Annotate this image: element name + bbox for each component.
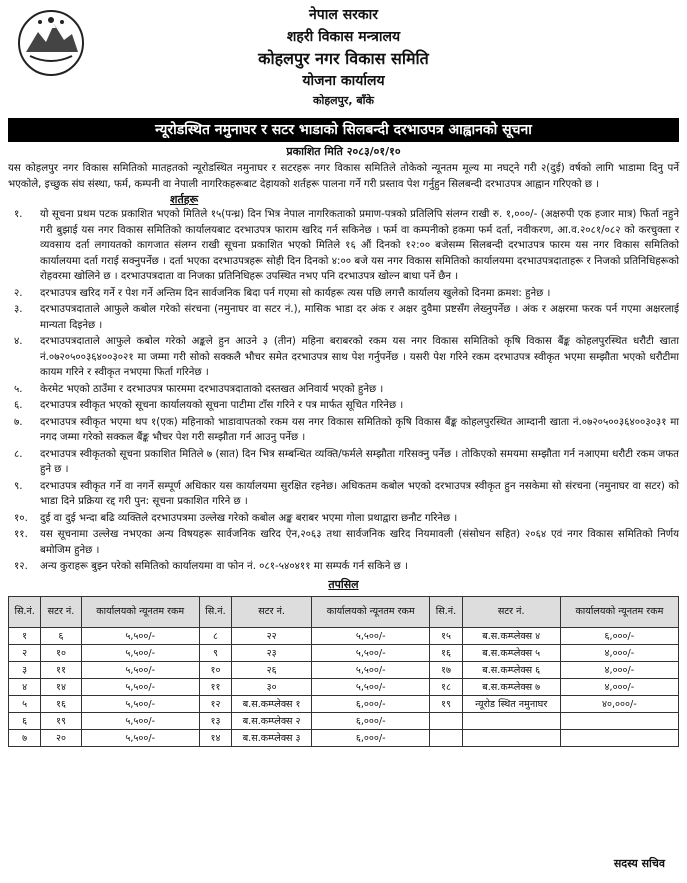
table-cell: ६,०००/-	[560, 627, 678, 644]
term-item	[8, 479, 679, 510]
term-text: दुई वा दुई भन्दा बढि व्यक्तिले दरभाउपत्रमा उल्लेख गरेको कबोल अङ्क बराबर भएमा गोला प्रथाद्वारा छनौट गरिनेछ ।	[40, 512, 458, 524]
table-cell: ९	[199, 644, 231, 661]
term-item	[8, 447, 679, 478]
annex-title: तपसिल	[328, 577, 359, 591]
col-header: कार्यालयको न्यूनतम रकम	[560, 596, 678, 627]
table-cell: १७	[430, 661, 462, 678]
table-cell: ५,५००/-	[312, 644, 430, 661]
term-item	[8, 398, 679, 414]
table-cell	[462, 712, 560, 729]
term-item	[8, 207, 679, 285]
col-header: कार्यालयको न्यूनतम रकम	[81, 596, 199, 627]
annex-table	[8, 596, 679, 747]
term-item	[8, 559, 679, 575]
table-cell: ५,५००/-	[312, 678, 430, 695]
table-cell: ४,०००/-	[560, 644, 678, 661]
table-cell: ५,५००/-	[81, 661, 199, 678]
table-cell: ११	[199, 678, 231, 695]
term-text: अन्य कुराहरू बुझ्न परेको समितिको कार्यालयमा वा फोन नं. ०८१-५४०४११ मा सम्पर्क गर्न सकिने छ ।	[40, 561, 408, 572]
term-text: यस सूचनामा उल्लेख नभएका अन्य विषयहरू सार्वजनिक खरिद ऐन,२०६३ तथा सार्वजनिक खरिद नियमावली (संसोधन सहित) २०६४ एवं नगर विकास समितिको निर्णय बमोजिम हुनेछ ।	[40, 529, 679, 556]
term-item	[8, 302, 679, 333]
col-header: सि.नं.	[430, 596, 462, 627]
table-cell: १२	[199, 695, 231, 712]
terms-list	[4, 207, 683, 575]
term-number: ४.	[14, 336, 23, 347]
table-cell: ३०	[232, 678, 312, 695]
table-cell: ३	[9, 661, 41, 678]
terms-heading: शर्तहरू	[170, 193, 199, 206]
header-line-location: कोहलपुर, बाँके	[313, 94, 374, 107]
header-line-committee: कोहलपुर नगर विकास समिति	[258, 49, 429, 68]
term-text: दरभाउपत्र स्वीकृत भएको सूचना कार्यालयको सूचना पाटीमा टाँस गरिने र पत्र मार्फत सूचित गरिनेछ ।	[40, 400, 404, 411]
table-cell: ५,५००/-	[312, 627, 430, 644]
table-cell: १५	[430, 627, 462, 644]
table-row	[9, 661, 679, 678]
table-cell: ६,०००/-	[312, 729, 430, 746]
table-row	[9, 729, 679, 746]
term-item	[8, 527, 679, 558]
table-cell: ब.स.कम्प्लेक्स ३	[232, 729, 312, 746]
term-text: दरभाउपत्र स्वीकृत गर्ने वा नगर्ने सम्पूर्ण अधिकार यस कार्यालयमा सुरक्षित रहनेछ। अधिकतम कबोल भएको दरभाउपत्र स्वीकृत हुन नसकेमा सो संरचना (नमुनाघर वा सटर) को भाडा दिने प्रक्रिया रद्द गरी पुन: सूचना प्रकाशित गरिने छ ।	[40, 480, 679, 507]
table-cell	[560, 729, 678, 746]
notice-header	[4, 4, 683, 118]
table-cell: ५,५००/-	[81, 729, 199, 746]
table-cell: ब.स.कम्प्लेक्स १	[232, 695, 312, 712]
term-number: ९.	[14, 480, 23, 492]
term-item	[8, 286, 679, 302]
table-cell: ६,०००/-	[312, 712, 430, 729]
table-cell: न्यूरोड स्थित नमुनाघर	[462, 695, 560, 712]
table-cell: ७	[9, 729, 41, 746]
table-cell: ५,५००/-	[312, 661, 430, 678]
table-cell: २३	[232, 644, 312, 661]
term-number: ५.	[14, 383, 23, 395]
table-cell: २	[9, 644, 41, 661]
table-cell: १८	[430, 678, 462, 695]
table-cell: ५	[9, 695, 41, 712]
table-cell: १९	[430, 695, 462, 712]
table-cell: ४,०००/-	[560, 661, 678, 678]
table-cell: ब.स.कम्प्लेक्स ७	[462, 678, 560, 695]
term-number: १०.	[14, 512, 28, 524]
table-cell: १४	[41, 678, 81, 695]
col-header: सटर नं.	[232, 596, 312, 627]
table-cell: ४०,०००/-	[560, 695, 678, 712]
signoff-member-secretary: सदस्य सचिव	[613, 857, 665, 870]
term-number: १.	[14, 209, 23, 220]
table-cell	[430, 729, 462, 746]
table-cell: ४	[9, 678, 41, 695]
header-line-office: योजना कार्यालय	[302, 73, 385, 89]
term-text: दरभाउपत्रदाताले आफुले कबोल गरेको संरचना (नमुनाघर वा सटर नं.), मासिक भाडा दर अंक र अक्षर दुवैमा प्रष्टसँग लेख्नुपर्नेछ । अंक र अक्षरमा फरक पर्न गएमा अक्षरलाई मान्यता दिइनेछ ।	[40, 304, 679, 331]
table-row	[9, 695, 679, 712]
col-header: सटर नं.	[41, 596, 81, 627]
table-cell	[430, 712, 462, 729]
table-row	[9, 712, 679, 729]
table-cell: ५,५००/-	[81, 644, 199, 661]
table-cell: १३	[199, 712, 231, 729]
header-line-ministry: शहरी विकास मन्त्रालय	[286, 29, 401, 45]
table-cell: १	[9, 627, 41, 644]
term-number: ६.	[14, 400, 23, 411]
table-row	[9, 678, 679, 695]
table-cell: ४,०००/-	[560, 678, 678, 695]
term-item	[8, 511, 679, 527]
table-cell: ५,५००/-	[81, 695, 199, 712]
nepal-emblem-icon	[16, 8, 86, 78]
table-row	[9, 627, 679, 644]
table-cell: ५,५००/-	[81, 678, 199, 695]
table-cell: ५,५००/-	[81, 712, 199, 729]
table-cell: ब.स.कम्प्लेक्स ४	[462, 627, 560, 644]
table-cell: १६	[41, 695, 81, 712]
table-cell: ११	[41, 661, 81, 678]
col-header: सि.नं.	[9, 596, 41, 627]
term-item	[8, 382, 679, 398]
table-cell: १६	[430, 644, 462, 661]
table-cell: ब.स.कम्प्लेक्स ६	[462, 661, 560, 678]
term-item	[8, 334, 679, 381]
table-cell	[560, 712, 678, 729]
publish-date: प्रकाशित मिति २०८३/०१/१०	[286, 145, 401, 158]
notice-title-banner: न्यूरोडस्थित नमुनाघर र सटर भाडाको सिलबन्दी दरभाउपत्र आह्वानको सूचना	[8, 118, 679, 142]
term-text: केरमेट भएको ठाउँमा र दरभाउपत्र फारममा दरभाउपत्रदाताको दस्तखत अनिवार्य भएको हुनेछ ।	[40, 383, 384, 395]
table-cell: ६	[41, 627, 81, 644]
term-number: ३.	[14, 304, 23, 315]
term-number: २.	[14, 287, 23, 299]
table-cell: ८	[199, 627, 231, 644]
term-text: यो सूचना प्रथम पटक प्रकाशित भएको मितिले १५(पन्ध्र) दिन भित्र नेपाल नागरिकताको प्रमाण-पत्रको प्रतिलिपि संलग्न राखी रु. १,०००/- (अक्षरुपी एक हजार मात्र) फिर्ता नहुने गरी बुझाई यस नगर विकास समितिको कार्यालयबाट दरभाउपत्र फाराम खरिद गर्न सकिनेछ । फर्म वा कम्पनीको हकमा फर्म दर्ता, नवीकरण, आ.व.२०८१/०८२ को करचुक्ता र व्यवसाय दर्ता लगायतको कागजात संलग्न राखी सूचना प्रकाशित भएको मितिले १६ औं दिनको १२:०० बजेसम्म सिलबन्दी दरभाउपत्र फारम यस नगर विकास समितिको कार्यालयमा दर्ता गराई सक्नुपर्नेछ । दर्ता भएका दरभाउपत्रहरू सोही दिन दिनको ४:०० बजे यस नगर विकास समितिको कार्यालयमा दरभाउपत्रदाताहरू र निजको प्रतिनिधिहरूको रोहवरमा खोलिने छ । दरभाउपत्रदाता वा निजका प्रतिनिधिहरू उपस्थित नभए पनि दरभाउपत्र खोल्न बाधा पर्ने छैन ।	[40, 209, 679, 282]
intro-paragraph: यस कोहलपुर नगर विकास समितिको मातहतको न्यूरोडस्थित नमुनाघर र सटरहरू नगर विकास समितिले तोकेको न्यूनतम मूल्य मा नघट्ने गरी २(दुई) वर्षको लागि भाडामा दिनु पर्ने भएकोले, इच्छुक संघ संस्था, फर्म, कम्पनी वा नेपाली नागरिकहरूबाट देहायको शर्तहरू पालना गर्ने गरी प्रस्ताव पेश गर्नुहुन सिलबन्दी दरभाउपत्र आह्वान गरिएको छ ।	[8, 163, 679, 190]
term-text: दरभाउपत्र स्वीकृत भएमा थप १(एक) महिनाको भाडावापतको रकम यस नगर विकास समितिको कृषि विकास बैंङ्क कोहलपुरस्थित आम्दानी खाता नं.०७२०५००३६४००३०३१ मा नगद जम्मा गरेको सक्कल बैंङ्क भौचर पेश गरी सम्झौता गर्न आउनु पर्नेछ ।	[40, 416, 679, 443]
table-cell	[462, 729, 560, 746]
table-cell: ६	[9, 712, 41, 729]
term-number: ८.	[14, 448, 23, 460]
term-text: दरभाउपत्र स्वीकृतको सूचना प्रकाशित मितिले ७ (सात) दिन भित्र सम्बन्धित व्यक्ति/फर्मले सम्झौता गरिसक्नु पर्नेछ । तोकिएको समयमा सम्झौता गर्न नआएमा धरौटी रकम जफत हुने छ ।	[40, 448, 679, 475]
table-cell: २२	[232, 627, 312, 644]
col-header: सि.नं.	[199, 596, 231, 627]
annex-header-row	[9, 596, 679, 627]
table-cell: १९	[41, 712, 81, 729]
table-cell: १०	[199, 661, 231, 678]
term-text: दरभाउपत्र खरिद गर्ने र पेश गर्ने अन्तिम दिन सार्वजनिक बिदा पर्न गएमा सो कार्यहरू त्यस पछि लगत्तै कार्यालय खुलेको दिनमा क्रमश: हुनेछ ।	[40, 287, 551, 299]
table-cell: ब.स.कम्प्लेक्स २	[232, 712, 312, 729]
header-line-government: नेपाल सरकार	[308, 7, 378, 23]
term-number: ११.	[14, 529, 28, 540]
table-cell: १४	[199, 729, 231, 746]
table-cell: २६	[232, 661, 312, 678]
table-cell: ब.स.कम्प्लेक्स ५	[462, 644, 560, 661]
col-header: कार्यालयको न्यूनतम रकम	[312, 596, 430, 627]
term-number: ७.	[14, 416, 23, 428]
table-cell: १०	[41, 644, 81, 661]
table-cell: २०	[41, 729, 81, 746]
term-item	[8, 415, 679, 446]
term-number: १२.	[14, 561, 28, 572]
term-text: दरभाउपत्रदाताले आफुले कबोल गरेको अङ्कले हुन आउने ३ (तीन) महिना बराबरको रकम यस नगर विकास समितिको कृषि विकास बैंङ्क कोहलपुरस्थित धरौटी खाता नं.०७२०५००३६४००३०२१ मा जम्मा गरी सोको सक्कलै भौचर समेत दरभाउपत्र साथ पेश गर्नुपर्नेछ । यसरी पेश गरिने रकम दरभाउपत्र स्वीकृत भएमा सम्झौता भएको धरौटीमा कायम गरिने र स्वीकृत नभएमा फिर्ता गरिनेछ ।	[40, 336, 679, 378]
col-header: सटर नं.	[462, 596, 560, 627]
table-row	[9, 644, 679, 661]
table-cell: ६,०००/-	[312, 695, 430, 712]
table-cell: ५,५००/-	[81, 627, 199, 644]
